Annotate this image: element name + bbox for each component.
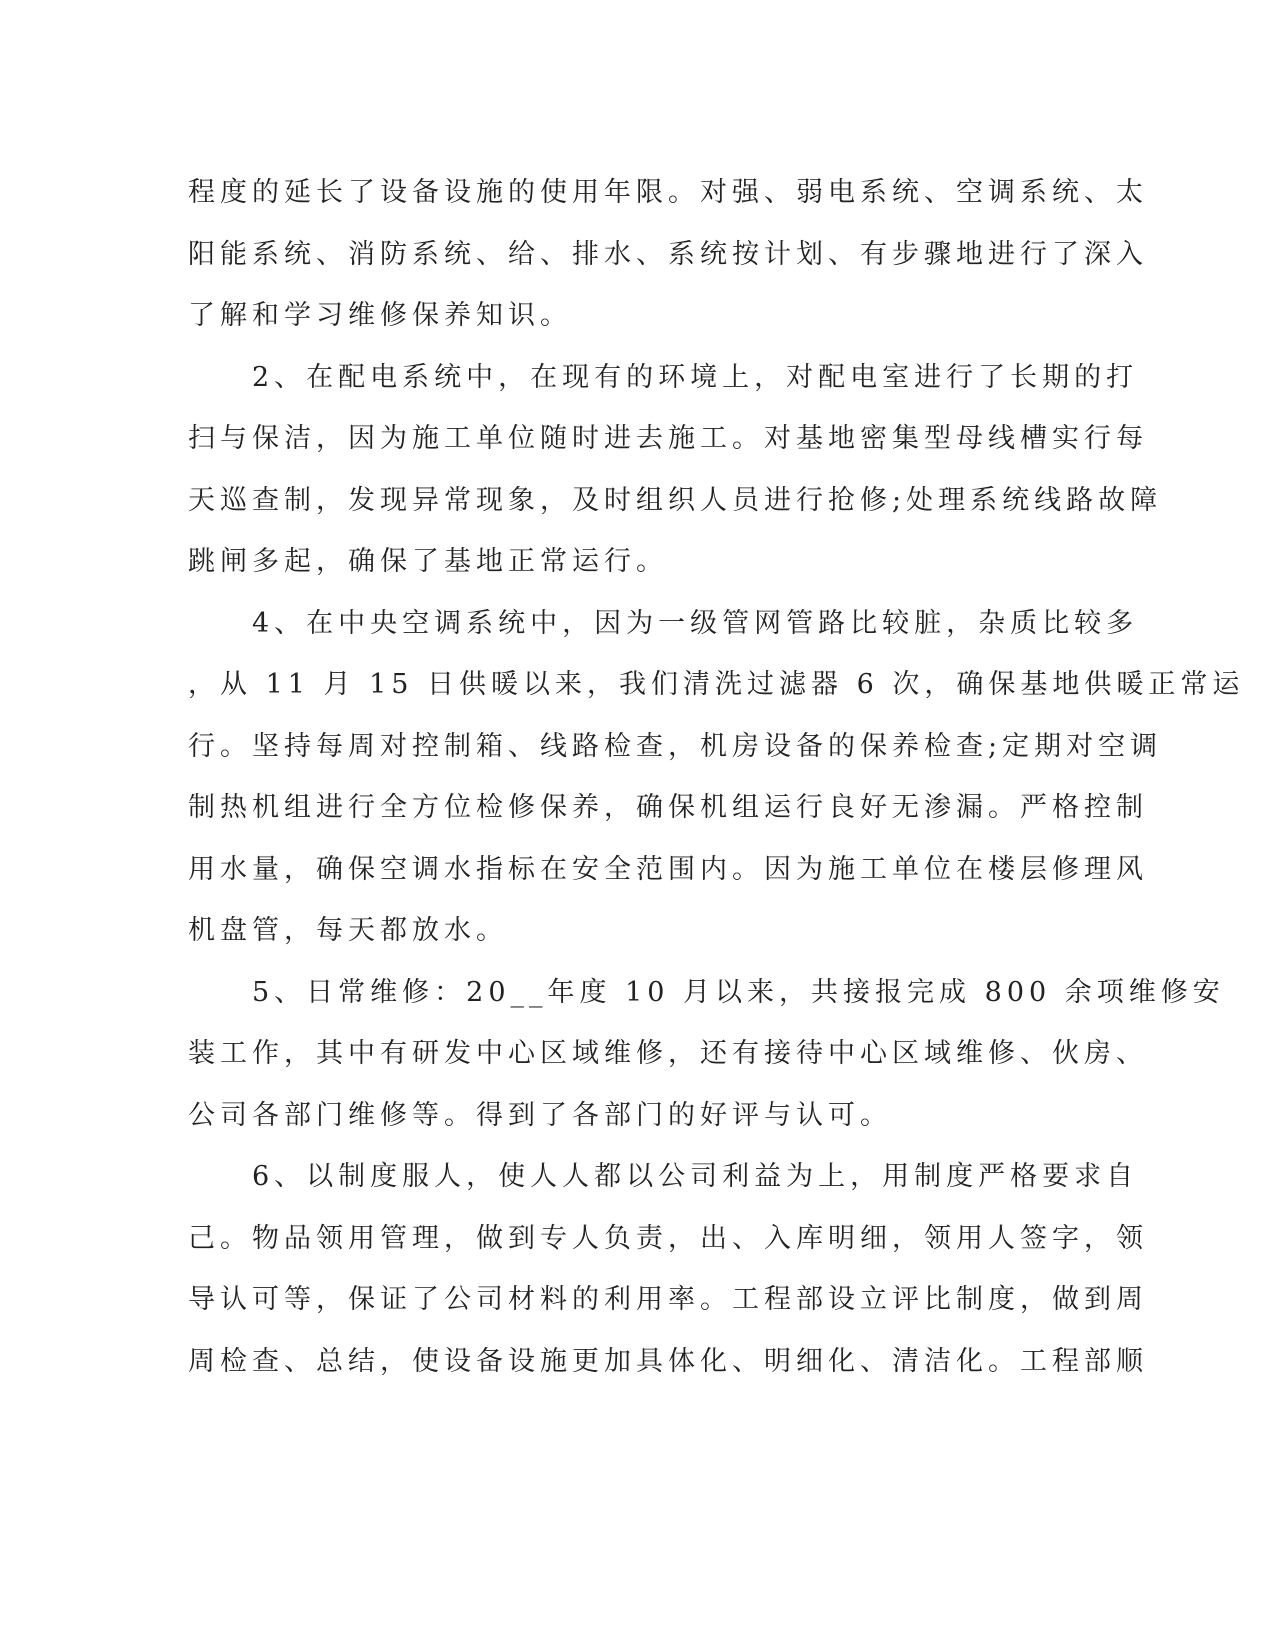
text-line: 2、在配电系统中，在现有的环境上，对配电室进行了长期的打 bbox=[188, 361, 1139, 393]
text-line: 装工作，其中有研发中心区域维修，还有接待中心区域维修、伙房、 bbox=[188, 1038, 1148, 1069]
text-line: 公司各部门维修等。得到了各部门的好评与认可。 bbox=[188, 1099, 892, 1131]
text-line: ，从 11 月 15 日供暖以来，我们清洗过滤器 6 次，确保基地供暖正常运 bbox=[188, 669, 1245, 700]
text-line: 用水量，确保空调水指标在安全范围内。因为施工单位在楼层修理风 bbox=[188, 853, 1148, 885]
text-line: 5、日常维修：20__年度 10 月以来，共接报完成 800 余项维修安 bbox=[188, 976, 1225, 1008]
text-line: 机盘管，每天都放水。 bbox=[188, 915, 508, 946]
text-line: 跳闸多起，确保了基地正常运行。 bbox=[188, 546, 668, 577]
body-text bbox=[188, 162, 1245, 1392]
text-line: 行。坚持每周对控制箱、线路检查，机房设备的保养检查;定期对空调 bbox=[188, 730, 1163, 762]
text-line: 己。物品领用管理，做到专人负责，出、入库明细，领用人签字，领 bbox=[188, 1222, 1148, 1254]
text-line: 扫与保洁，因为施工单位随时进去施工。对基地密集型母线槽实行每 bbox=[188, 423, 1148, 454]
text-line: 导认可等，保证了公司材料的利用率。工程部设立评比制度，做到周 bbox=[188, 1284, 1148, 1315]
text-line: 了解和学习维修保养知识。 bbox=[188, 300, 572, 331]
text-line: 6、以制度服人，使人人都以公司利益为上，用制度严格要求自 bbox=[188, 1161, 1139, 1192]
text-line: 制热机组进行全方位检修保养，确保机组运行良好无渗漏。严格控制 bbox=[188, 792, 1148, 823]
text-line: 4、在中央空调系统中，因为一级管网管路比较脏，杂质比较多 bbox=[188, 607, 1139, 639]
text-line: 周检查、总结，使设备设施更加具体化、明细化、清洁化。工程部顺 bbox=[188, 1345, 1148, 1377]
text-line: 天巡查制，发现异常现象，及时组织人员进行抢修;处理系统线路故障 bbox=[188, 484, 1163, 516]
text-line: 阳能系统、消防系统、给、排水、系统按计划、有步骤地进行了深入 bbox=[188, 238, 1148, 270]
text-line: 程度的延长了设备设施的使用年限。对强、弱电系统、空调系统、太 bbox=[188, 177, 1148, 208]
